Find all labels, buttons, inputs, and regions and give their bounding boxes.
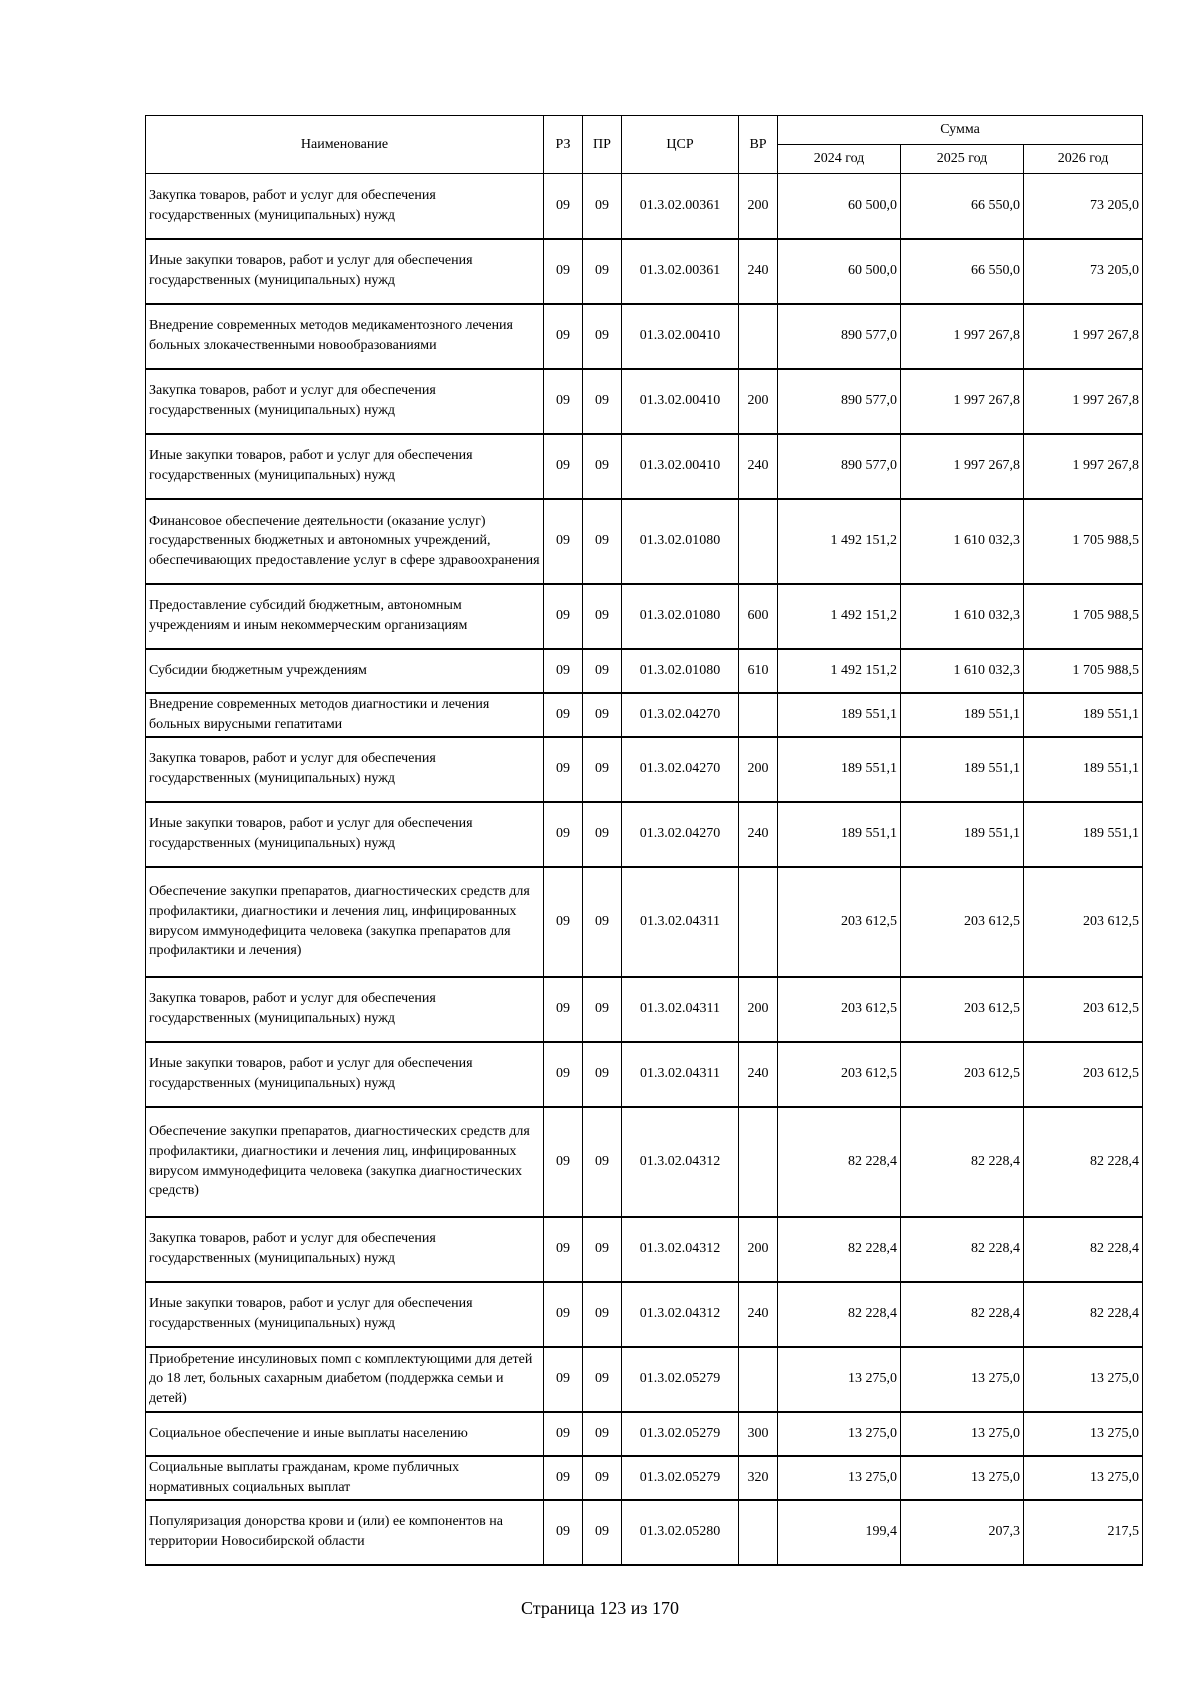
cell-rz: 09 — [544, 867, 583, 977]
cell-name: Закупка товаров, работ и услуг для обеспечения государственных (муниципальных) нужд — [146, 977, 544, 1042]
cell-sum-2024: 199,4 — [778, 1500, 901, 1565]
cell-sum-2025: 13 275,0 — [901, 1347, 1024, 1412]
cell-name: Иные закупки товаров, работ и услуг для обеспечения государственных (муниципальных) нужд — [146, 239, 544, 304]
cell-pr: 09 — [583, 1217, 622, 1282]
cell-sum-2026: 203 612,5 — [1024, 977, 1143, 1042]
table-row — [146, 977, 1143, 1042]
cell-sum-2024: 60 500,0 — [778, 239, 901, 304]
budget-table — [145, 115, 1143, 1566]
cell-rz: 09 — [544, 693, 583, 737]
cell-rz: 09 — [544, 174, 583, 239]
header-csr: ЦСР — [622, 116, 739, 174]
cell-sum-2024: 13 275,0 — [778, 1347, 901, 1412]
cell-pr: 09 — [583, 737, 622, 802]
cell-rz: 09 — [544, 1107, 583, 1217]
cell-sum-2024: 189 551,1 — [778, 737, 901, 802]
cell-sum-2026: 1 997 267,8 — [1024, 434, 1143, 499]
page-number: Страница 123 из 170 — [521, 1598, 679, 1618]
table-row — [146, 1042, 1143, 1107]
cell-csr: 01.3.02.01080 — [622, 649, 739, 693]
cell-pr: 09 — [583, 174, 622, 239]
cell-name: Внедрение современных методов диагностики и лечения больных вирусными гепатитами — [146, 693, 544, 737]
cell-vr: 200 — [739, 977, 778, 1042]
cell-sum-2026: 13 275,0 — [1024, 1456, 1143, 1500]
cell-rz: 09 — [544, 239, 583, 304]
cell-pr: 09 — [583, 1456, 622, 1500]
cell-csr: 01.3.02.04311 — [622, 867, 739, 977]
cell-name: Субсидии бюджетным учреждениям — [146, 649, 544, 693]
cell-pr: 09 — [583, 693, 622, 737]
cell-sum-2025: 13 275,0 — [901, 1456, 1024, 1500]
cell-rz: 09 — [544, 802, 583, 867]
cell-vr: 200 — [739, 1217, 778, 1282]
cell-rz: 09 — [544, 1412, 583, 1456]
cell-csr: 01.3.02.01080 — [622, 584, 739, 649]
cell-rz: 09 — [544, 584, 583, 649]
cell-csr: 01.3.02.05279 — [622, 1456, 739, 1500]
cell-csr: 01.3.02.05279 — [622, 1412, 739, 1456]
cell-vr: 240 — [739, 239, 778, 304]
table-row — [146, 1282, 1143, 1347]
cell-sum-2024: 13 275,0 — [778, 1412, 901, 1456]
table-row — [146, 239, 1143, 304]
cell-pr: 09 — [583, 369, 622, 434]
cell-pr: 09 — [583, 802, 622, 867]
cell-pr: 09 — [583, 977, 622, 1042]
table-row — [146, 304, 1143, 369]
table-row — [146, 693, 1143, 737]
cell-sum-2025: 203 612,5 — [901, 977, 1024, 1042]
cell-sum-2026: 82 228,4 — [1024, 1282, 1143, 1347]
cell-sum-2024: 203 612,5 — [778, 867, 901, 977]
cell-vr: 300 — [739, 1412, 778, 1456]
header-rz: РЗ — [544, 116, 583, 174]
cell-sum-2026: 82 228,4 — [1024, 1107, 1143, 1217]
table-row — [146, 1347, 1143, 1412]
cell-sum-2024: 890 577,0 — [778, 304, 901, 369]
cell-sum-2024: 890 577,0 — [778, 434, 901, 499]
cell-sum-2026: 189 551,1 — [1024, 693, 1143, 737]
header-year-2026: 2026 год — [1024, 145, 1143, 174]
cell-name: Предоставление субсидий бюджетным, автономным учреждениям и иным некоммерческим организациям — [146, 584, 544, 649]
cell-sum-2024: 13 275,0 — [778, 1456, 901, 1500]
cell-csr: 01.3.02.04270 — [622, 802, 739, 867]
cell-pr: 09 — [583, 304, 622, 369]
cell-csr: 01.3.02.04311 — [622, 1042, 739, 1107]
cell-pr: 09 — [583, 1500, 622, 1565]
cell-sum-2026: 217,5 — [1024, 1500, 1143, 1565]
cell-rz: 09 — [544, 1456, 583, 1500]
cell-sum-2026: 73 205,0 — [1024, 239, 1143, 304]
table-header — [146, 116, 1143, 174]
cell-pr: 09 — [583, 1412, 622, 1456]
cell-csr: 01.3.02.04311 — [622, 977, 739, 1042]
cell-rz: 09 — [544, 499, 583, 584]
cell-sum-2026: 1 705 988,5 — [1024, 584, 1143, 649]
cell-sum-2025: 1 610 032,3 — [901, 499, 1024, 584]
cell-csr: 01.3.02.04270 — [622, 693, 739, 737]
cell-name: Иные закупки товаров, работ и услуг для обеспечения государственных (муниципальных) нужд — [146, 1282, 544, 1347]
header-name: Наименование — [146, 116, 544, 174]
cell-name: Закупка товаров, работ и услуг для обеспечения государственных (муниципальных) нужд — [146, 174, 544, 239]
table-row — [146, 174, 1143, 239]
cell-sum-2024: 189 551,1 — [778, 802, 901, 867]
cell-vr — [739, 867, 778, 977]
cell-name: Социальное обеспечение и иные выплаты населению — [146, 1412, 544, 1456]
cell-sum-2025: 66 550,0 — [901, 174, 1024, 239]
cell-vr — [739, 693, 778, 737]
cell-sum-2024: 82 228,4 — [778, 1217, 901, 1282]
cell-csr: 01.3.02.00410 — [622, 304, 739, 369]
cell-name: Социальные выплаты гражданам, кроме публичных нормативных социальных выплат — [146, 1456, 544, 1500]
cell-sum-2025: 1 997 267,8 — [901, 369, 1024, 434]
table-row — [146, 369, 1143, 434]
cell-pr: 09 — [583, 434, 622, 499]
table-row — [146, 1412, 1143, 1456]
cell-rz: 09 — [544, 1500, 583, 1565]
cell-csr: 01.3.02.04270 — [622, 737, 739, 802]
cell-pr: 09 — [583, 1042, 622, 1107]
table-row — [146, 1456, 1143, 1500]
cell-vr: 240 — [739, 1042, 778, 1107]
cell-vr — [739, 304, 778, 369]
cell-vr: 240 — [739, 1282, 778, 1347]
table-row — [146, 1107, 1143, 1217]
cell-sum-2025: 1 610 032,3 — [901, 584, 1024, 649]
cell-vr: 320 — [739, 1456, 778, 1500]
cell-csr: 01.3.02.04312 — [622, 1282, 739, 1347]
cell-sum-2025: 13 275,0 — [901, 1412, 1024, 1456]
cell-sum-2026: 82 228,4 — [1024, 1217, 1143, 1282]
cell-vr — [739, 499, 778, 584]
cell-rz: 09 — [544, 369, 583, 434]
cell-pr: 09 — [583, 649, 622, 693]
table-row — [146, 584, 1143, 649]
table-row — [146, 737, 1143, 802]
cell-name: Внедрение современных методов медикаментозного лечения больных злокачественными новообразованиями — [146, 304, 544, 369]
table-row — [146, 434, 1143, 499]
header-year-2024: 2024 год — [778, 145, 901, 174]
cell-name: Иные закупки товаров, работ и услуг для обеспечения государственных (муниципальных) нужд — [146, 434, 544, 499]
cell-sum-2025: 82 228,4 — [901, 1107, 1024, 1217]
cell-vr: 600 — [739, 584, 778, 649]
cell-rz: 09 — [544, 1347, 583, 1412]
cell-pr: 09 — [583, 867, 622, 977]
cell-vr — [739, 1347, 778, 1412]
cell-name: Закупка товаров, работ и услуг для обеспечения государственных (муниципальных) нужд — [146, 369, 544, 434]
cell-rz: 09 — [544, 1217, 583, 1282]
cell-sum-2026: 73 205,0 — [1024, 174, 1143, 239]
cell-sum-2026: 1 997 267,8 — [1024, 304, 1143, 369]
table-row — [146, 867, 1143, 977]
cell-pr: 09 — [583, 1282, 622, 1347]
cell-csr: 01.3.02.00410 — [622, 369, 739, 434]
cell-pr: 09 — [583, 1347, 622, 1412]
cell-rz: 09 — [544, 649, 583, 693]
cell-sum-2026: 189 551,1 — [1024, 737, 1143, 802]
header-sum: Сумма — [778, 116, 1143, 145]
header-vr: ВР — [739, 116, 778, 174]
cell-sum-2026: 1 705 988,5 — [1024, 499, 1143, 584]
cell-name: Приобретение инсулиновых помп с комплектующими для детей до 18 лет, больных сахарным диабетом (поддержка семьи и детей) — [146, 1347, 544, 1412]
cell-sum-2025: 1 997 267,8 — [901, 434, 1024, 499]
cell-sum-2025: 189 551,1 — [901, 737, 1024, 802]
cell-name: Популяризация донорства крови и (или) ее компонентов на территории Новосибирской области — [146, 1500, 544, 1565]
cell-vr: 200 — [739, 369, 778, 434]
cell-csr: 01.3.02.00410 — [622, 434, 739, 499]
cell-rz: 09 — [544, 977, 583, 1042]
cell-name: Закупка товаров, работ и услуг для обеспечения государственных (муниципальных) нужд — [146, 737, 544, 802]
cell-sum-2026: 13 275,0 — [1024, 1412, 1143, 1456]
cell-name: Обеспечение закупки препаратов, диагностических средств для профилактики, диагностики и лечения лиц, инфицированных вирусом иммунодефицита человека (закупка препаратов для профилактики и лечения) — [146, 867, 544, 977]
table-body — [146, 174, 1143, 1565]
cell-name: Обеспечение закупки препаратов, диагностических средств для профилактики, диагностики и лечения лиц, инфицированных вирусом иммунодефицита человека (закупка диагностических средств) — [146, 1107, 544, 1217]
cell-sum-2026: 189 551,1 — [1024, 802, 1143, 867]
cell-vr: 610 — [739, 649, 778, 693]
cell-sum-2025: 203 612,5 — [901, 1042, 1024, 1107]
cell-sum-2026: 1 997 267,8 — [1024, 369, 1143, 434]
cell-rz: 09 — [544, 1042, 583, 1107]
cell-pr: 09 — [583, 499, 622, 584]
cell-name: Закупка товаров, работ и услуг для обеспечения государственных (муниципальных) нужд — [146, 1217, 544, 1282]
header-pr: ПР — [583, 116, 622, 174]
cell-csr: 01.3.02.05280 — [622, 1500, 739, 1565]
cell-sum-2026: 13 275,0 — [1024, 1347, 1143, 1412]
cell-sum-2024: 189 551,1 — [778, 693, 901, 737]
cell-sum-2025: 66 550,0 — [901, 239, 1024, 304]
cell-sum-2025: 189 551,1 — [901, 693, 1024, 737]
cell-name: Иные закупки товаров, работ и услуг для обеспечения государственных (муниципальных) нужд — [146, 1042, 544, 1107]
cell-sum-2024: 60 500,0 — [778, 174, 901, 239]
cell-sum-2024: 1 492 151,2 — [778, 499, 901, 584]
cell-sum-2025: 82 228,4 — [901, 1217, 1024, 1282]
cell-csr: 01.3.02.04312 — [622, 1217, 739, 1282]
cell-sum-2024: 1 492 151,2 — [778, 584, 901, 649]
cell-sum-2024: 203 612,5 — [778, 1042, 901, 1107]
cell-sum-2024: 890 577,0 — [778, 369, 901, 434]
cell-rz: 09 — [544, 434, 583, 499]
cell-csr: 01.3.02.00361 — [622, 239, 739, 304]
cell-rz: 09 — [544, 737, 583, 802]
cell-sum-2025: 203 612,5 — [901, 867, 1024, 977]
cell-name: Иные закупки товаров, работ и услуг для обеспечения государственных (муниципальных) нужд — [146, 802, 544, 867]
cell-sum-2025: 189 551,1 — [901, 802, 1024, 867]
table-row — [146, 802, 1143, 867]
cell-vr: 200 — [739, 174, 778, 239]
cell-vr — [739, 1500, 778, 1565]
table-row — [146, 1217, 1143, 1282]
cell-vr: 200 — [739, 737, 778, 802]
cell-pr: 09 — [583, 1107, 622, 1217]
cell-pr: 09 — [583, 239, 622, 304]
cell-rz: 09 — [544, 1282, 583, 1347]
cell-csr: 01.3.02.00361 — [622, 174, 739, 239]
cell-sum-2024: 82 228,4 — [778, 1107, 901, 1217]
cell-sum-2024: 82 228,4 — [778, 1282, 901, 1347]
cell-pr: 09 — [583, 584, 622, 649]
cell-sum-2025: 1 997 267,8 — [901, 304, 1024, 369]
cell-vr: 240 — [739, 434, 778, 499]
table-row — [146, 1500, 1143, 1565]
cell-csr: 01.3.02.01080 — [622, 499, 739, 584]
cell-sum-2024: 203 612,5 — [778, 977, 901, 1042]
cell-vr: 240 — [739, 802, 778, 867]
cell-csr: 01.3.02.04312 — [622, 1107, 739, 1217]
cell-vr — [739, 1107, 778, 1217]
table-row — [146, 499, 1143, 584]
table-row — [146, 649, 1143, 693]
cell-sum-2026: 203 612,5 — [1024, 1042, 1143, 1107]
cell-sum-2026: 203 612,5 — [1024, 867, 1143, 977]
cell-sum-2026: 1 705 988,5 — [1024, 649, 1143, 693]
cell-sum-2025: 82 228,4 — [901, 1282, 1024, 1347]
cell-sum-2025: 207,3 — [901, 1500, 1024, 1565]
cell-name: Финансовое обеспечение деятельности (оказание услуг) государственных бюджетных и автономных учреждений, обеспечивающих предоставление услуг в сфере здравоохранения — [146, 499, 544, 584]
cell-sum-2024: 1 492 151,2 — [778, 649, 901, 693]
cell-sum-2025: 1 610 032,3 — [901, 649, 1024, 693]
cell-csr: 01.3.02.05279 — [622, 1347, 739, 1412]
cell-rz: 09 — [544, 304, 583, 369]
header-year-2025: 2025 год — [901, 145, 1024, 174]
